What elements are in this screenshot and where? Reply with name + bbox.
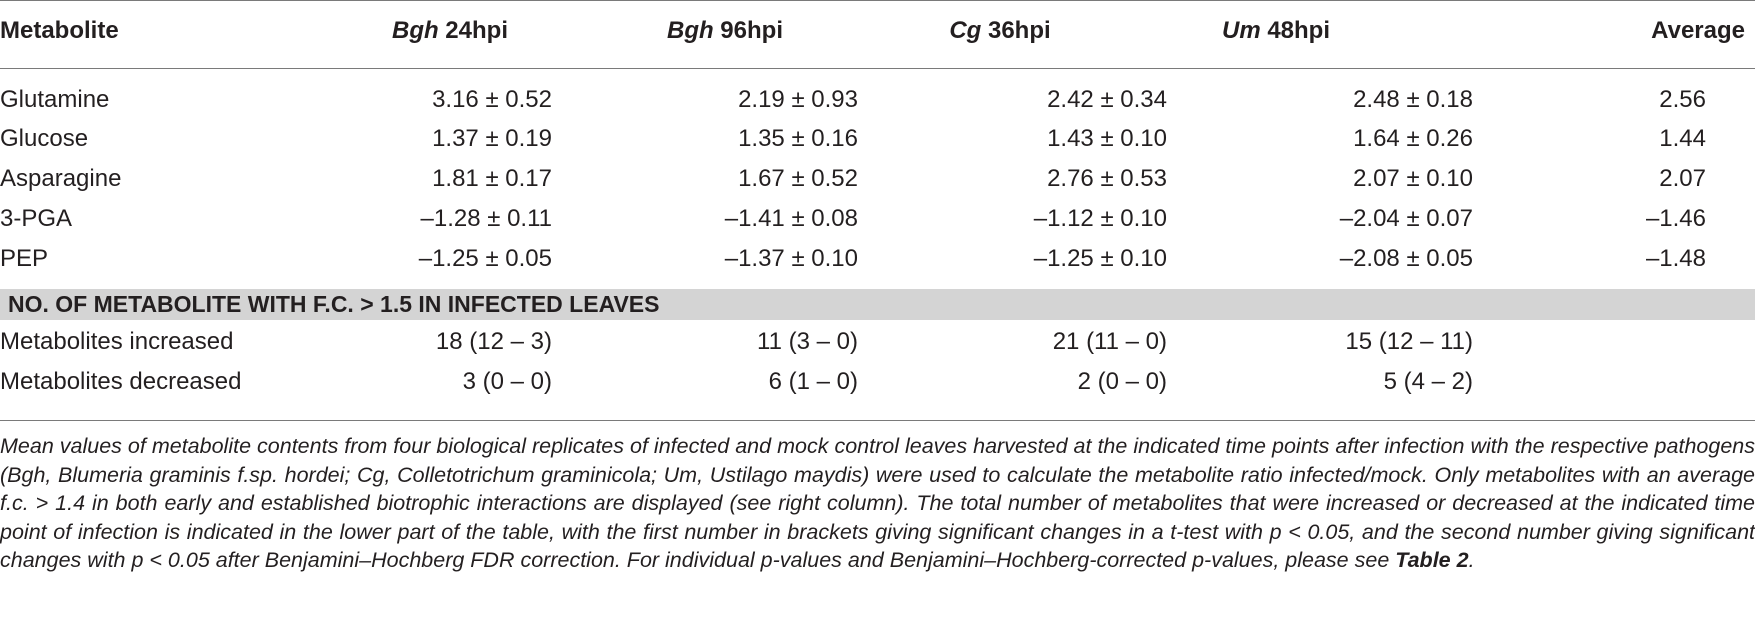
row-label: Metabolites increased (0, 328, 234, 355)
header-cg-36hpi-rest: 36hpi (981, 17, 1051, 44)
header-bgh-24hpi-italic: Bgh (391, 17, 439, 44)
header-rule (0, 68, 1755, 69)
table-2-reference: Table 2 (1395, 548, 1469, 572)
table-cell: 1.64 ± 0.26 (1353, 125, 1473, 152)
table-cell: 2.42 ± 0.34 (1047, 86, 1167, 113)
table-cell: 3 (0 – 0) (462, 368, 552, 395)
table-cell: –1.25 ± 0.05 (418, 245, 552, 272)
header-cg-36hpi-italic: Cg (949, 17, 982, 44)
table-cell: 21 (11 – 0) (1052, 328, 1167, 355)
table-top-rule (0, 0, 1755, 1)
header-bgh-24hpi-rest: 24hpi (438, 17, 508, 44)
header-bgh-24hpi (330, 16, 570, 46)
table-cell: –1.41 ± 0.08 (724, 205, 858, 232)
row-label: Asparagine (0, 165, 122, 192)
table-cell: 2.07 ± 0.10 (1353, 165, 1473, 192)
table-cell: 3.16 ± 0.52 (432, 86, 552, 113)
row-label: Glucose (0, 125, 89, 152)
table-cell: 1.35 ± 0.16 (738, 125, 858, 152)
header-cg-36hpi (880, 16, 1120, 46)
table-cell: 2.48 ± 0.18 (1353, 86, 1473, 113)
row-label: 3-PGA (0, 205, 73, 232)
table-cell-average: –1.46 (1645, 205, 1706, 232)
table-cell: 1.43 ± 0.10 (1047, 125, 1167, 152)
table-cell: 1.37 ± 0.19 (432, 125, 552, 152)
table-cell-average: –1.48 (1645, 245, 1706, 272)
header-um-48hpi (1156, 16, 1396, 46)
table-cell: 18 (12 – 3) (435, 328, 552, 355)
table-bottom-rule (0, 420, 1755, 421)
header-bgh-96hpi-rest: 96hpi (713, 17, 783, 44)
footnote-text: Mean values of metabolite contents from four biological replicates of infected and mock control leaves harvested at the indicated time points after infection with the respective pathogens (Bgh, Blumeria graminis f.sp. hordei; Cg, Colletotrichum graminicola; Um, Ustilago maydis) were used to calculate the metabolite ratio infected/mock. Only metabolites with an average f.c. > 1.4 in both early and established biotrophic interactions are displayed (see right column). The total number of metabolites that were increased or decreased at the indicated time point of infection is indicated in the lower part of the table, with the first number in brackets giving significant changes in a t-test with p < 0.05, and the second number giving significant changes with p < 0.05 after Benjamini–Hochberg FDR correction. For individual p-values and Benjamini–Hochberg-corrected p-values, please see (0, 434, 1755, 572)
table-footnote (0, 432, 1755, 575)
section-title: NO. OF METABOLITE WITH F.C. > 1.5 IN INFECTED LEAVES (8, 291, 660, 317)
table-cell: –2.08 ± 0.05 (1339, 245, 1473, 272)
table-cell: –2.04 ± 0.07 (1339, 205, 1473, 232)
table-cell: 15 (12 – 11) (1345, 328, 1473, 355)
table-cell: 2.76 ± 0.53 (1047, 165, 1167, 192)
table-cell: 2.19 ± 0.93 (738, 86, 858, 113)
table-cell: 6 (1 – 0) (768, 368, 858, 395)
header-average: Average (1651, 17, 1745, 44)
footnote-end: . (1468, 548, 1475, 572)
header-um-48hpi-italic: Um (1221, 17, 1261, 44)
table-cell-average: 1.44 (1659, 125, 1706, 152)
header-bgh-96hpi (605, 16, 845, 46)
row-label: PEP (0, 245, 49, 272)
table-cell: –1.25 ± 0.10 (1033, 245, 1167, 272)
table-cell: 2 (0 – 0) (1077, 368, 1167, 395)
header-bgh-96hpi-italic: Bgh (666, 17, 714, 44)
header-um-48hpi-rest: 48hpi (1260, 17, 1331, 44)
table-cell-average: 2.56 (1659, 86, 1706, 113)
table-cell: 1.67 ± 0.52 (738, 165, 858, 192)
table-cell: –1.28 ± 0.11 (420, 205, 552, 232)
row-label: Metabolites decreased (0, 368, 242, 395)
table-cell-average: 2.07 (1659, 165, 1706, 192)
table-cell: 11 (3 – 0) (757, 328, 858, 355)
table-cell: –1.37 ± 0.10 (724, 245, 858, 272)
table-cell: 5 (4 – 2) (1383, 368, 1473, 395)
header-metabolite: Metabolite (0, 17, 119, 44)
table-cell: –1.12 ± 0.10 (1033, 205, 1167, 232)
table-cell: 1.81 ± 0.17 (432, 165, 552, 192)
row-label: Glutamine (0, 86, 110, 113)
